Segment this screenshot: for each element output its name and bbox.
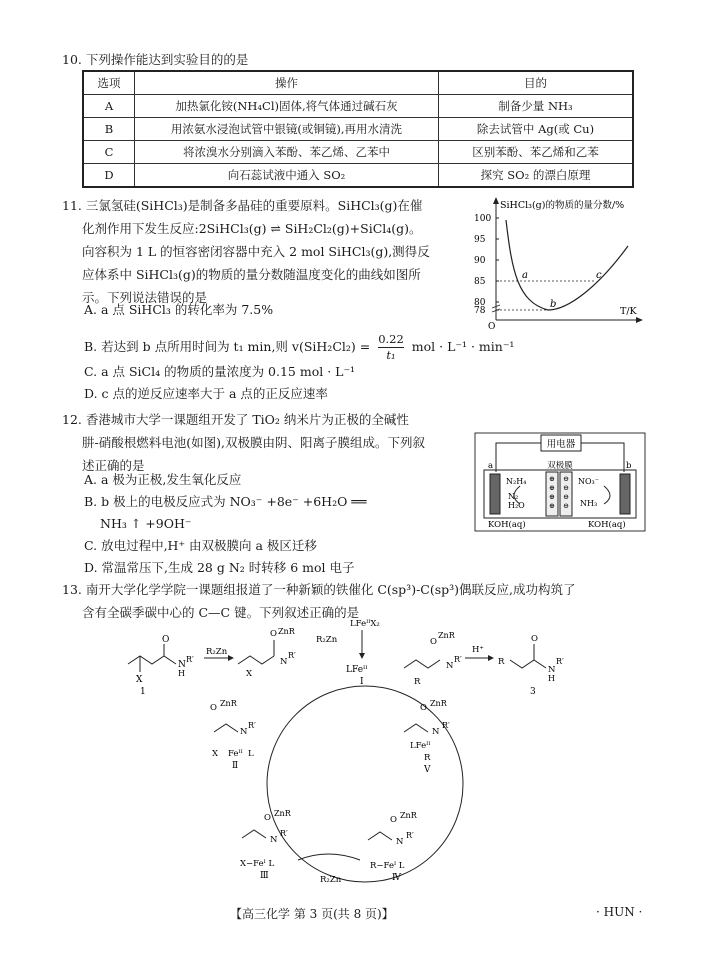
intermediate-iii	[240, 809, 292, 881]
table-cell: C	[83, 141, 135, 164]
q12-cell-diagram	[474, 432, 646, 532]
header-cell: 操作	[135, 71, 439, 95]
membrane-label: 双极膜	[547, 461, 573, 471]
svg-text:X: X	[246, 669, 253, 679]
svg-text:N: N	[280, 657, 288, 667]
q10-table	[82, 70, 634, 188]
fraction-numerator: 0.22	[378, 332, 404, 346]
q11-line: 示。下列说法错误的是	[82, 290, 208, 305]
svg-text:R′: R′	[406, 831, 414, 840]
y-tick-label: 80	[474, 298, 486, 308]
svg-text:⊕: ⊕	[549, 484, 555, 492]
q11-fraction	[378, 332, 404, 363]
solution-left: KOH(aq)	[488, 520, 526, 530]
svg-text:L: L	[248, 749, 254, 759]
svg-text:Ⅳ: Ⅳ	[392, 873, 401, 883]
chart-curve	[506, 220, 628, 310]
svg-text:H: H	[548, 674, 555, 683]
svg-text:⊕: ⊕	[549, 475, 555, 483]
svg-text:R′: R′	[288, 651, 296, 660]
svg-text:O: O	[420, 703, 427, 713]
q11-chart	[468, 192, 648, 330]
q11-option-d: D. c 点的逆反应速率大于 a 点的正反应速率	[84, 386, 328, 401]
q11-option-c: C. a 点 SiCl₄ 的物质的量浓度为 0.15 mol · L⁻¹	[84, 364, 356, 379]
svg-text:X: X	[136, 675, 143, 685]
svg-text:⊕: ⊕	[549, 493, 555, 501]
svg-text:N: N	[270, 835, 278, 845]
q11-option-b-text: B. 若达到 b 点所用时间为 t₁ min,则 v(SiH₂Cl₂) =	[84, 339, 371, 354]
device-label: 用电器	[546, 439, 576, 450]
svg-text:Ⅴ: Ⅴ	[424, 765, 431, 775]
svg-text:N: N	[432, 727, 440, 737]
zinc-enolate	[238, 627, 296, 679]
compound-3	[498, 634, 564, 697]
reagent-lfex2: LFeᴵᴵX₂	[350, 619, 380, 629]
svg-text:ZnR: ZnR	[220, 699, 237, 708]
table-row	[83, 95, 633, 118]
arrow-transmetal	[298, 854, 360, 860]
species-no3: NO₃⁻	[578, 477, 599, 486]
table-cell: 探究 SO₂ 的漂白原理	[439, 164, 634, 188]
svg-text:3: 3	[530, 687, 536, 697]
q12-line: 述正确的是	[82, 458, 145, 473]
chart-ticks	[474, 214, 499, 316]
svg-text:ZnR: ZnR	[430, 699, 447, 708]
table-row	[83, 118, 633, 141]
q12-option-c: C. 放电过程中,H⁺ 由双极膜向 a 极区迁移	[84, 538, 317, 553]
svg-text:N: N	[178, 660, 186, 670]
svg-text:Feᴵᴵ: Feᴵᴵ	[228, 749, 243, 759]
svg-text:H: H	[178, 669, 185, 678]
electrode-b	[620, 474, 630, 514]
reagent-r2zn-2: R₂Zn	[316, 635, 338, 645]
electrode-a-label: a	[488, 461, 494, 471]
q11-line: 11. 三氯氢硅(SiHCl₃)是制备多晶硅的重要原料。SiHCl₃(g)在催	[62, 198, 423, 213]
svg-text:N: N	[548, 665, 556, 675]
product-3	[404, 631, 462, 687]
svg-text:⊖: ⊖	[563, 475, 569, 483]
q11-stem	[62, 196, 482, 308]
table-cell: A	[83, 95, 135, 118]
catalytic-cycle	[267, 686, 463, 882]
catalyst-label-i: Ⅰ	[360, 677, 364, 687]
catalyst-lfe: LFeᴵᴵ	[346, 665, 368, 675]
page-footer: 【高三化学 第 3 页(共 8 页)】	[230, 907, 394, 921]
svg-text:N: N	[396, 837, 404, 847]
svg-text:ZnR: ZnR	[274, 809, 291, 818]
wire-right	[581, 443, 624, 472]
reagent-r2zn-3: R₂Zn	[320, 875, 342, 885]
chart-xlabel: T/K	[620, 306, 637, 317]
q11-option-b	[84, 332, 514, 363]
table-header-row	[83, 71, 633, 95]
y-tick-label: 78	[474, 306, 486, 316]
y-tick-label: 90	[474, 256, 486, 266]
species-n2h4: N₂H₄	[506, 477, 527, 486]
species-nh3: NH₃	[580, 499, 598, 508]
arrow-head-icon	[228, 655, 234, 661]
svg-text:O: O	[531, 634, 538, 644]
x-axis-arrow-icon	[636, 317, 643, 323]
svg-text:N: N	[446, 661, 454, 671]
arrow-right-icon	[604, 486, 610, 504]
svg-text:O: O	[210, 703, 217, 713]
species-h2o: H₂O	[508, 501, 525, 510]
q12-option-b: B. b 极上的电极反应式为 NO₃⁻ +8e⁻ +6H₂O ══	[84, 494, 367, 509]
svg-text:R−Feᴵ L: R−Feᴵ L	[370, 861, 405, 871]
svg-text:⊖: ⊖	[563, 502, 569, 510]
reagent-h: H⁺	[472, 645, 484, 655]
electrode-b-label: b	[626, 461, 632, 471]
header-cell: 目的	[439, 71, 634, 95]
svg-text:⊖: ⊖	[563, 493, 569, 501]
table-cell: B	[83, 118, 135, 141]
svg-text:R′: R′	[186, 655, 194, 664]
q12-line: 肼-硝酸根燃料电池(如图),双极膜由阴、阳离子膜组成。下列叙	[82, 435, 425, 450]
svg-text:X: X	[212, 749, 219, 759]
svg-text:ZnR: ZnR	[278, 627, 295, 636]
svg-text:⊖: ⊖	[563, 484, 569, 492]
q11-line: 向容积为 1 L 的恒容密闭容器中充入 2 mol SiHCl₃(g),测得反	[82, 244, 430, 259]
table-cell: 区别苯酚、苯乙烯和乙苯	[439, 141, 634, 164]
table-cell: 加热氯化铵(NH₄Cl)固体,将气体通过碱石灰	[135, 95, 439, 118]
svg-text:O: O	[390, 815, 397, 825]
intermediate-v	[404, 699, 450, 775]
intermediate-iv	[368, 811, 418, 883]
table-cell: 用浓氨水浸泡试管中银镜(或铜镜),再用水清洗	[135, 118, 439, 141]
solution-right: KOH(aq)	[588, 520, 626, 530]
svg-text:⊕: ⊕	[549, 502, 555, 510]
svg-text:R: R	[414, 677, 421, 687]
svg-text:R′: R′	[280, 829, 288, 838]
wire-left	[496, 443, 541, 472]
arrow-head-icon	[488, 655, 494, 661]
svg-text:R′: R′	[556, 657, 564, 666]
y-axis-arrow-icon	[493, 197, 499, 204]
svg-text:R′: R′	[442, 721, 450, 730]
table-cell: 除去试管中 Ag(或 Cu)	[439, 118, 634, 141]
q11-line: 化剂作用下发生反应:2SiHCl₃(g) ⇌ SiH₂Cl₂(g)+SiCl₄(g)。	[82, 221, 422, 236]
q12-option-b-cont: NH₃ ↑ +9OH⁻	[100, 516, 192, 531]
q13-line: 13. 南开大学化学学院一课题组报道了一种新颖的铁催化 C(sp³)-C(sp³)偶联反应,成功构筑了	[62, 582, 576, 597]
point-label-c: c	[596, 270, 602, 281]
svg-text:O: O	[264, 813, 271, 823]
q11-option-b-unit: mol · L⁻¹ · min⁻¹	[411, 339, 515, 354]
y-tick-label: 100	[474, 214, 492, 224]
q13-line: 含有全碳季碳中心的 C—C 键。下列叙述正确的是	[82, 605, 360, 620]
svg-text:R′: R′	[454, 655, 462, 664]
svg-text:ZnR: ZnR	[400, 811, 417, 820]
svg-text:1: 1	[140, 687, 146, 697]
electrode-a	[490, 474, 500, 514]
header-cell: 选项	[83, 71, 135, 95]
svg-text:O: O	[430, 637, 437, 647]
q10-stem: 10. 下列操作能达到实验目的的是	[62, 52, 249, 67]
y-tick-label: 85	[474, 277, 486, 287]
fraction-denominator: t₁	[386, 348, 396, 362]
svg-text:LFeᴵᴵ: LFeᴵᴵ	[410, 741, 431, 751]
compound-1	[128, 635, 194, 697]
q11-line: 应体系中 SiHCl₃(g)的物质的量分数随温度变化的曲线如图所	[82, 267, 421, 282]
svg-text:O: O	[162, 635, 170, 645]
reagent-r2zn: R₂Zn	[206, 647, 228, 657]
table-cell: 制备少量 NH₃	[439, 95, 634, 118]
svg-text:X−Feᴵ L: X−Feᴵ L	[240, 859, 275, 869]
q12-option-a: A. a 极为正极,发生氧化反应	[84, 472, 242, 487]
chart-origin: O	[488, 322, 496, 330]
svg-text:N: N	[240, 727, 248, 737]
q13-catalytic-scheme	[120, 614, 620, 904]
q12-option-d: D. 常温常压下,生成 28 g N₂ 时转移 6 mol 电子	[84, 560, 355, 575]
q12-stem	[62, 410, 482, 476]
svg-text:Ⅲ: Ⅲ	[260, 871, 269, 881]
arrow-head-icon	[359, 653, 365, 659]
table-cell: 向石蕊试液中通入 SO₂	[135, 164, 439, 188]
table-row	[83, 164, 633, 188]
intermediate-ii	[210, 699, 256, 771]
svg-text:O: O	[270, 629, 277, 639]
svg-text:R: R	[498, 657, 505, 667]
species-n2: N₂	[508, 492, 519, 501]
svg-text:Ⅱ: Ⅱ	[232, 761, 239, 771]
table-cell: D	[83, 164, 135, 188]
table-row	[83, 141, 633, 164]
svg-text:R: R	[424, 753, 431, 763]
footer-code: · HUN ·	[596, 905, 643, 919]
chart-ylabel: SiHCl₃(g)的物质的量分数/%	[500, 200, 625, 211]
svg-text:R′: R′	[248, 721, 256, 730]
point-label-a: a	[522, 270, 528, 281]
q11-option-a: A. a 点 SiHCl₃ 的转化率为 7.5%	[84, 302, 274, 317]
q12-line: 12. 香港城市大学一课题组开发了 TiO₂ 纳米片为正极的全碱性	[62, 412, 409, 427]
svg-text:ZnR: ZnR	[438, 631, 455, 640]
y-tick-label: 95	[474, 235, 486, 245]
table-cell: 将浓溴水分别滴入苯酚、苯乙烯、乙苯中	[135, 141, 439, 164]
point-label-b: b	[550, 299, 557, 310]
